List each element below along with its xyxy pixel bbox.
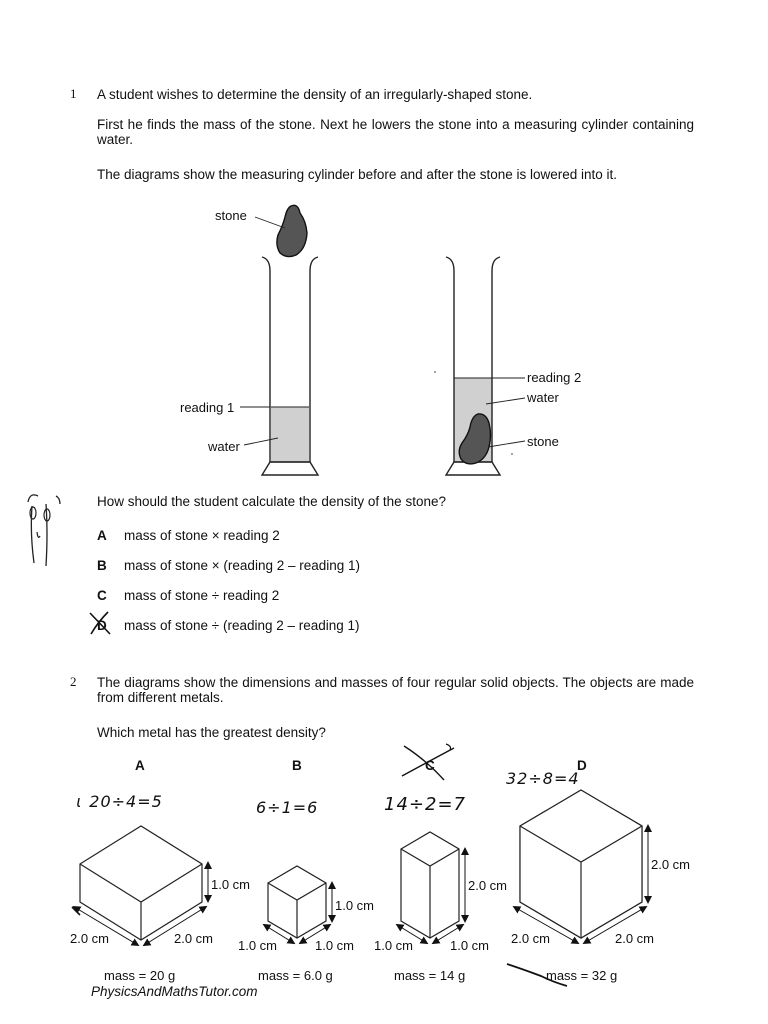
object-a-mass: mass = 20 g [104,968,176,983]
reading-2-label: reading 2 [527,370,582,385]
object-b-left-dim: 1.0 cm [238,938,278,953]
object-d-height: 2.0 cm [651,857,691,872]
object-c-left-dim: 1.0 cm [374,938,414,953]
object-d-right-dim: 2.0 cm [615,931,655,946]
object-a-height: 1.0 cm [211,877,251,892]
left-cylinder-water [271,407,309,462]
object-c-mass: mass = 14 g [394,968,466,983]
option-c-letter[interactable]: C [97,588,107,603]
handwriting-d: 32÷8=4 [506,769,580,788]
question-1-number: 1 [70,86,77,101]
margin-doodle [20,488,70,573]
stone-label-top: stone [215,208,247,223]
object-c-right-dim: 1.0 cm [450,938,490,953]
question-1-prompt: How should the student calculate the density of the stone? [97,494,446,509]
option-d-text[interactable]: mass of stone ÷ (reading 2 – reading 1) [124,618,360,633]
answer-cross-mark [86,608,116,638]
object-a-left-dim: 2.0 cm [70,931,110,946]
object-a-right-dim: 2.0 cm [174,931,214,946]
scribble-c [398,742,458,784]
handwriting-a: ɩ 20÷4=5 [76,792,163,811]
option-a-text[interactable]: mass of stone × reading 2 [124,528,280,543]
stone-label-right: stone [527,434,559,449]
object-c-height: 2.0 cm [468,878,508,893]
question-1-diagram-caption: The diagrams show the measuring cylinder before and after the stone is lowered into it. [97,167,618,182]
handwriting-c: 14÷2=7 [384,794,466,815]
option-c-text[interactable]: mass of stone ÷ reading 2 [124,588,280,603]
option-d-letter[interactable]: D [97,618,107,633]
option-b-letter[interactable]: B [97,558,107,573]
question-2-prompt: Which metal has the greatest density? [97,725,326,740]
question-2-number: 2 [70,674,77,689]
measuring-cylinder-diagram [0,195,768,485]
object-d-letter[interactable]: D [577,758,587,773]
object-b-height: 1.0 cm [335,898,375,913]
object-c-letter[interactable]: C [425,758,435,773]
object-d-left-dim: 2.0 cm [511,931,551,946]
right-cylinder-wall-right [492,257,500,462]
handwriting-b: 6÷1=6 [256,798,319,817]
water-label-left: water [208,439,240,454]
question-1-intro: A student wishes to determine the density of an irregularly-shaped stone. [97,87,533,102]
scribble-a-corner [70,905,84,919]
water-label-right: water [527,390,559,405]
footer-site: PhysicsAndMathsTutor.com [91,984,258,999]
stone-top [277,205,307,256]
question-1-paragraph: First he finds the mass of the stone. Next he lowers the stone into a measuring cylinder containing water. [97,117,694,147]
object-b-right-dim: 1.0 cm [315,938,355,953]
object-d-mass: mass = 32 g [546,968,618,983]
object-b-letter[interactable]: B [292,758,302,773]
left-cylinder-wall-left [262,257,270,462]
left-cylinder-base [262,462,318,475]
option-b-text[interactable]: mass of stone × (reading 2 – reading 1) [124,558,361,573]
left-cylinder-wall-right [310,257,318,462]
object-b-mass: mass = 6.0 g [258,968,333,983]
reading-1-label: reading 1 [180,400,235,415]
object-a-letter[interactable]: A [135,758,145,773]
question-2-paragraph: The diagrams show the dimensions and masses of four regular solid objects. The objects are made from different metals. [97,675,694,705]
option-a-letter[interactable]: A [97,528,107,543]
right-cylinder-wall-left [446,257,454,462]
scribble-d-mass [505,958,575,990]
